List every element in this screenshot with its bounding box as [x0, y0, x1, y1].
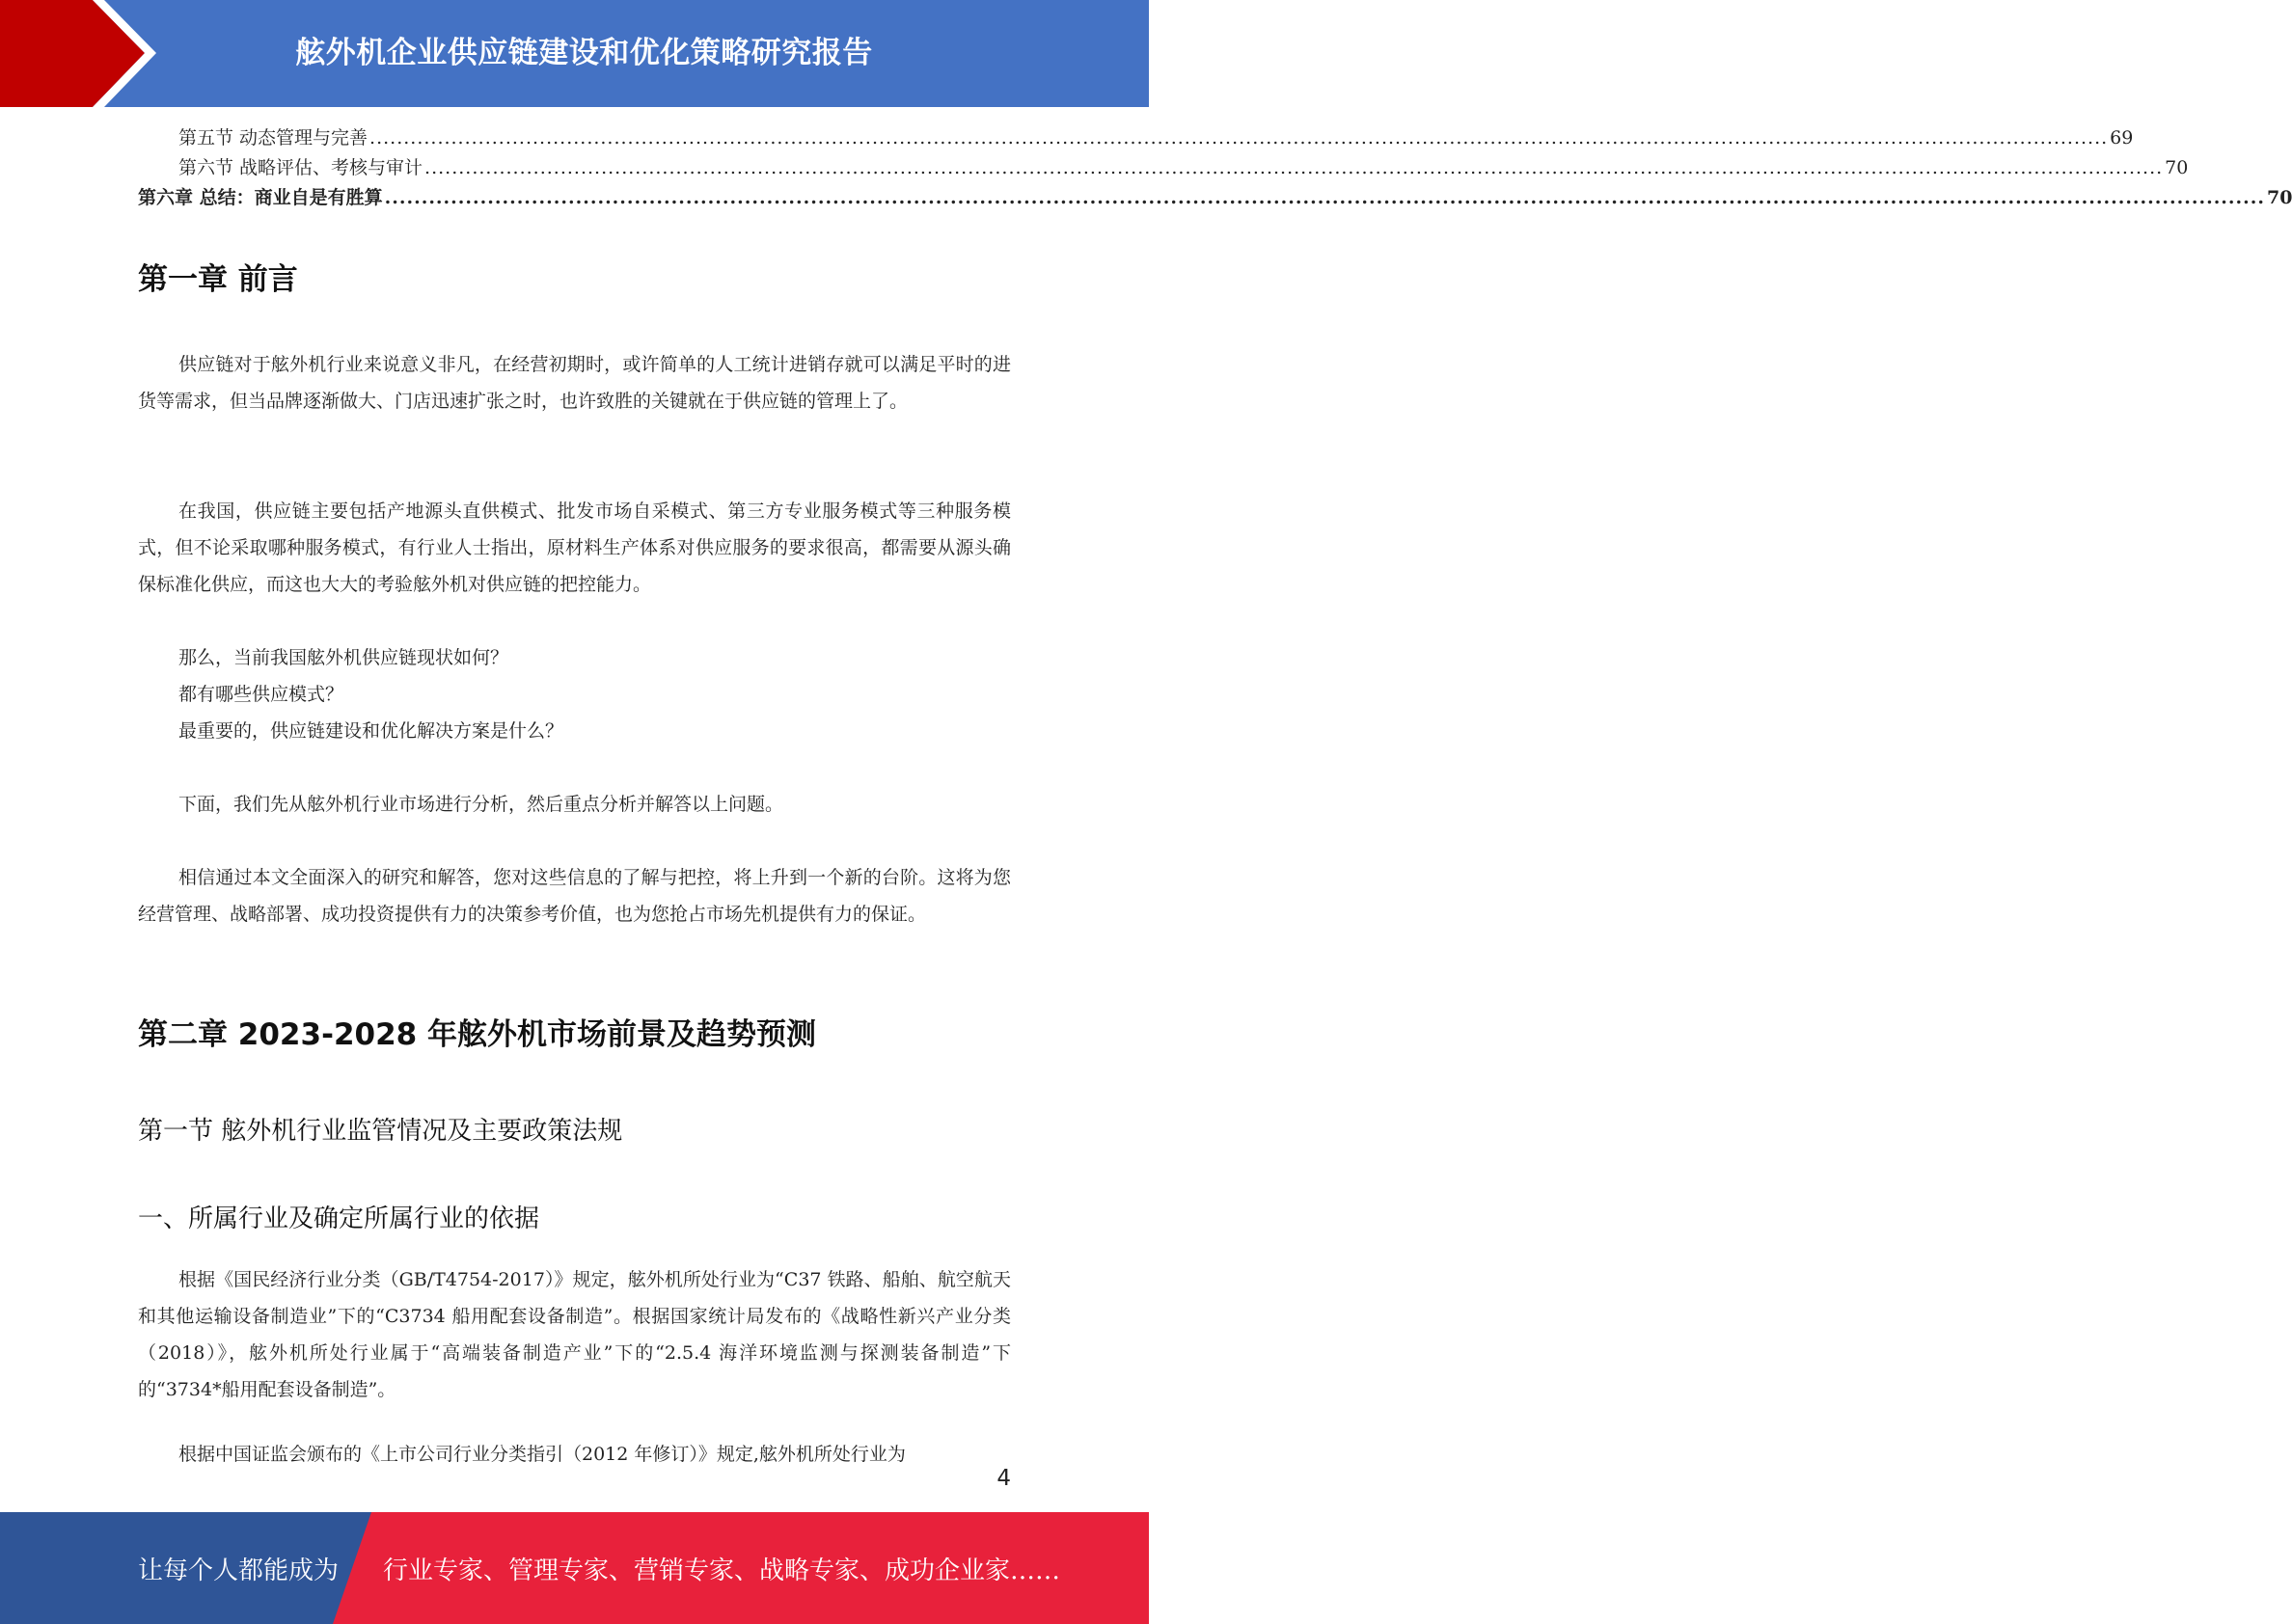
page-number: 4	[996, 1466, 1011, 1491]
section-heading: 第一节 舷外机行业监管情况及主要政策法规	[138, 1117, 623, 1146]
body-paragraph: 供应链对于舷外机行业来说意义非凡，在经营初期时，或许简单的人工统计进销存就可以满足平时的进货等需求，但当品牌逐渐做大、门店迅速扩张之时，也许致胜的关键就在于供应链的管理上了。	[138, 354, 1011, 412]
question-line: 最重要的，供应链建设和优化解决方案是什么？	[178, 720, 564, 742]
page-header	[0, 0, 1149, 107]
toc-entry-title: 第六节 战略评估、考核与审计	[178, 157, 423, 178]
question-line: 都有哪些供应模式？	[178, 684, 344, 705]
body-paragraph: 根据《国民经济行业分类（GB/T4754-2017）》规定，舷外机所处行业为“C37 铁路、船舶、航空航天和其他运输设备制造业”下的“C3734 船用配套设备制造”。根据国家统计局发布的《战略性新兴产业分类（2018）》，舷外机所处行业属于“高端装备制造产业”下的“2.5.4 海洋环境监测与探测装备制造”下的“3734*船用配套设备制造”。	[138, 1269, 1011, 1400]
toc-leader-dots: ................................................................................................................................................................................................................................................................	[384, 187, 2265, 208]
chapter-heading: 第一章 前言	[138, 262, 298, 297]
page-footer	[0, 1512, 1149, 1624]
toc-entry-title: 第六章 总结：商业自是有胜算	[138, 187, 383, 208]
footer-slogan-left: 让每个人都能成为	[138, 1556, 340, 1585]
footer-slogan-right: 行业专家、管理专家、营销专家、战略专家、成功企业家……	[383, 1556, 1061, 1585]
toc-leader-dots: ................................................................................................................................................................................................................................................................	[424, 157, 2164, 178]
toc-entry[interactable]	[138, 184, 2292, 211]
toc-entry-page: 69	[2110, 127, 2134, 149]
toc-entry-page: 70	[2267, 187, 2292, 208]
body-line: 下面，我们先从舷外机行业市场进行分析，然后重点分析并解答以上问题。	[178, 794, 784, 815]
toc-entry[interactable]	[138, 124, 2134, 151]
toc-leader-dots: ................................................................................................................................................................................................................................................................	[369, 127, 2109, 149]
subsection-heading: 一、所属行业及确定所属行业的依据	[138, 1204, 540, 1233]
chapter-heading: 第二章 2023-2028 年舷外机市场前景及趋势预测	[138, 1017, 817, 1052]
body-paragraph: 在我国，供应链主要包括产地源头直供模式、批发市场自采模式、第三方专业服务模式等三种服务模式，但不论采取哪种服务模式，有行业人士指出，原材料生产体系对供应服务的要求很高，都需要从源头确保标准化供应，而这也大大的考验舷外机对供应链的把控能力。	[138, 501, 1011, 595]
report-title: 舷外机企业供应链建设和优化策略研究报告	[295, 36, 873, 70]
body-paragraph: 相信通过本文全面深入的研究和解答，您对这些信息的了解与把控，将上升到一个新的台阶。这将为您经营管理、战略部署、成功投资提供有力的决策参考价值，也为您抢占市场先机提供有力的保证。	[138, 867, 1011, 925]
toc-entry[interactable]	[138, 154, 2189, 181]
question-line: 那么，当前我国舷外机供应链现状如何？	[178, 647, 509, 668]
toc-entry-title: 第五节 动态管理与完善	[178, 127, 368, 149]
body-paragraph: 根据中国证监会颁布的《上市公司行业分类指引（2012 年修订）》规定,舷外机所处行业为	[178, 1444, 906, 1465]
toc-entry-page: 70	[2165, 157, 2189, 178]
